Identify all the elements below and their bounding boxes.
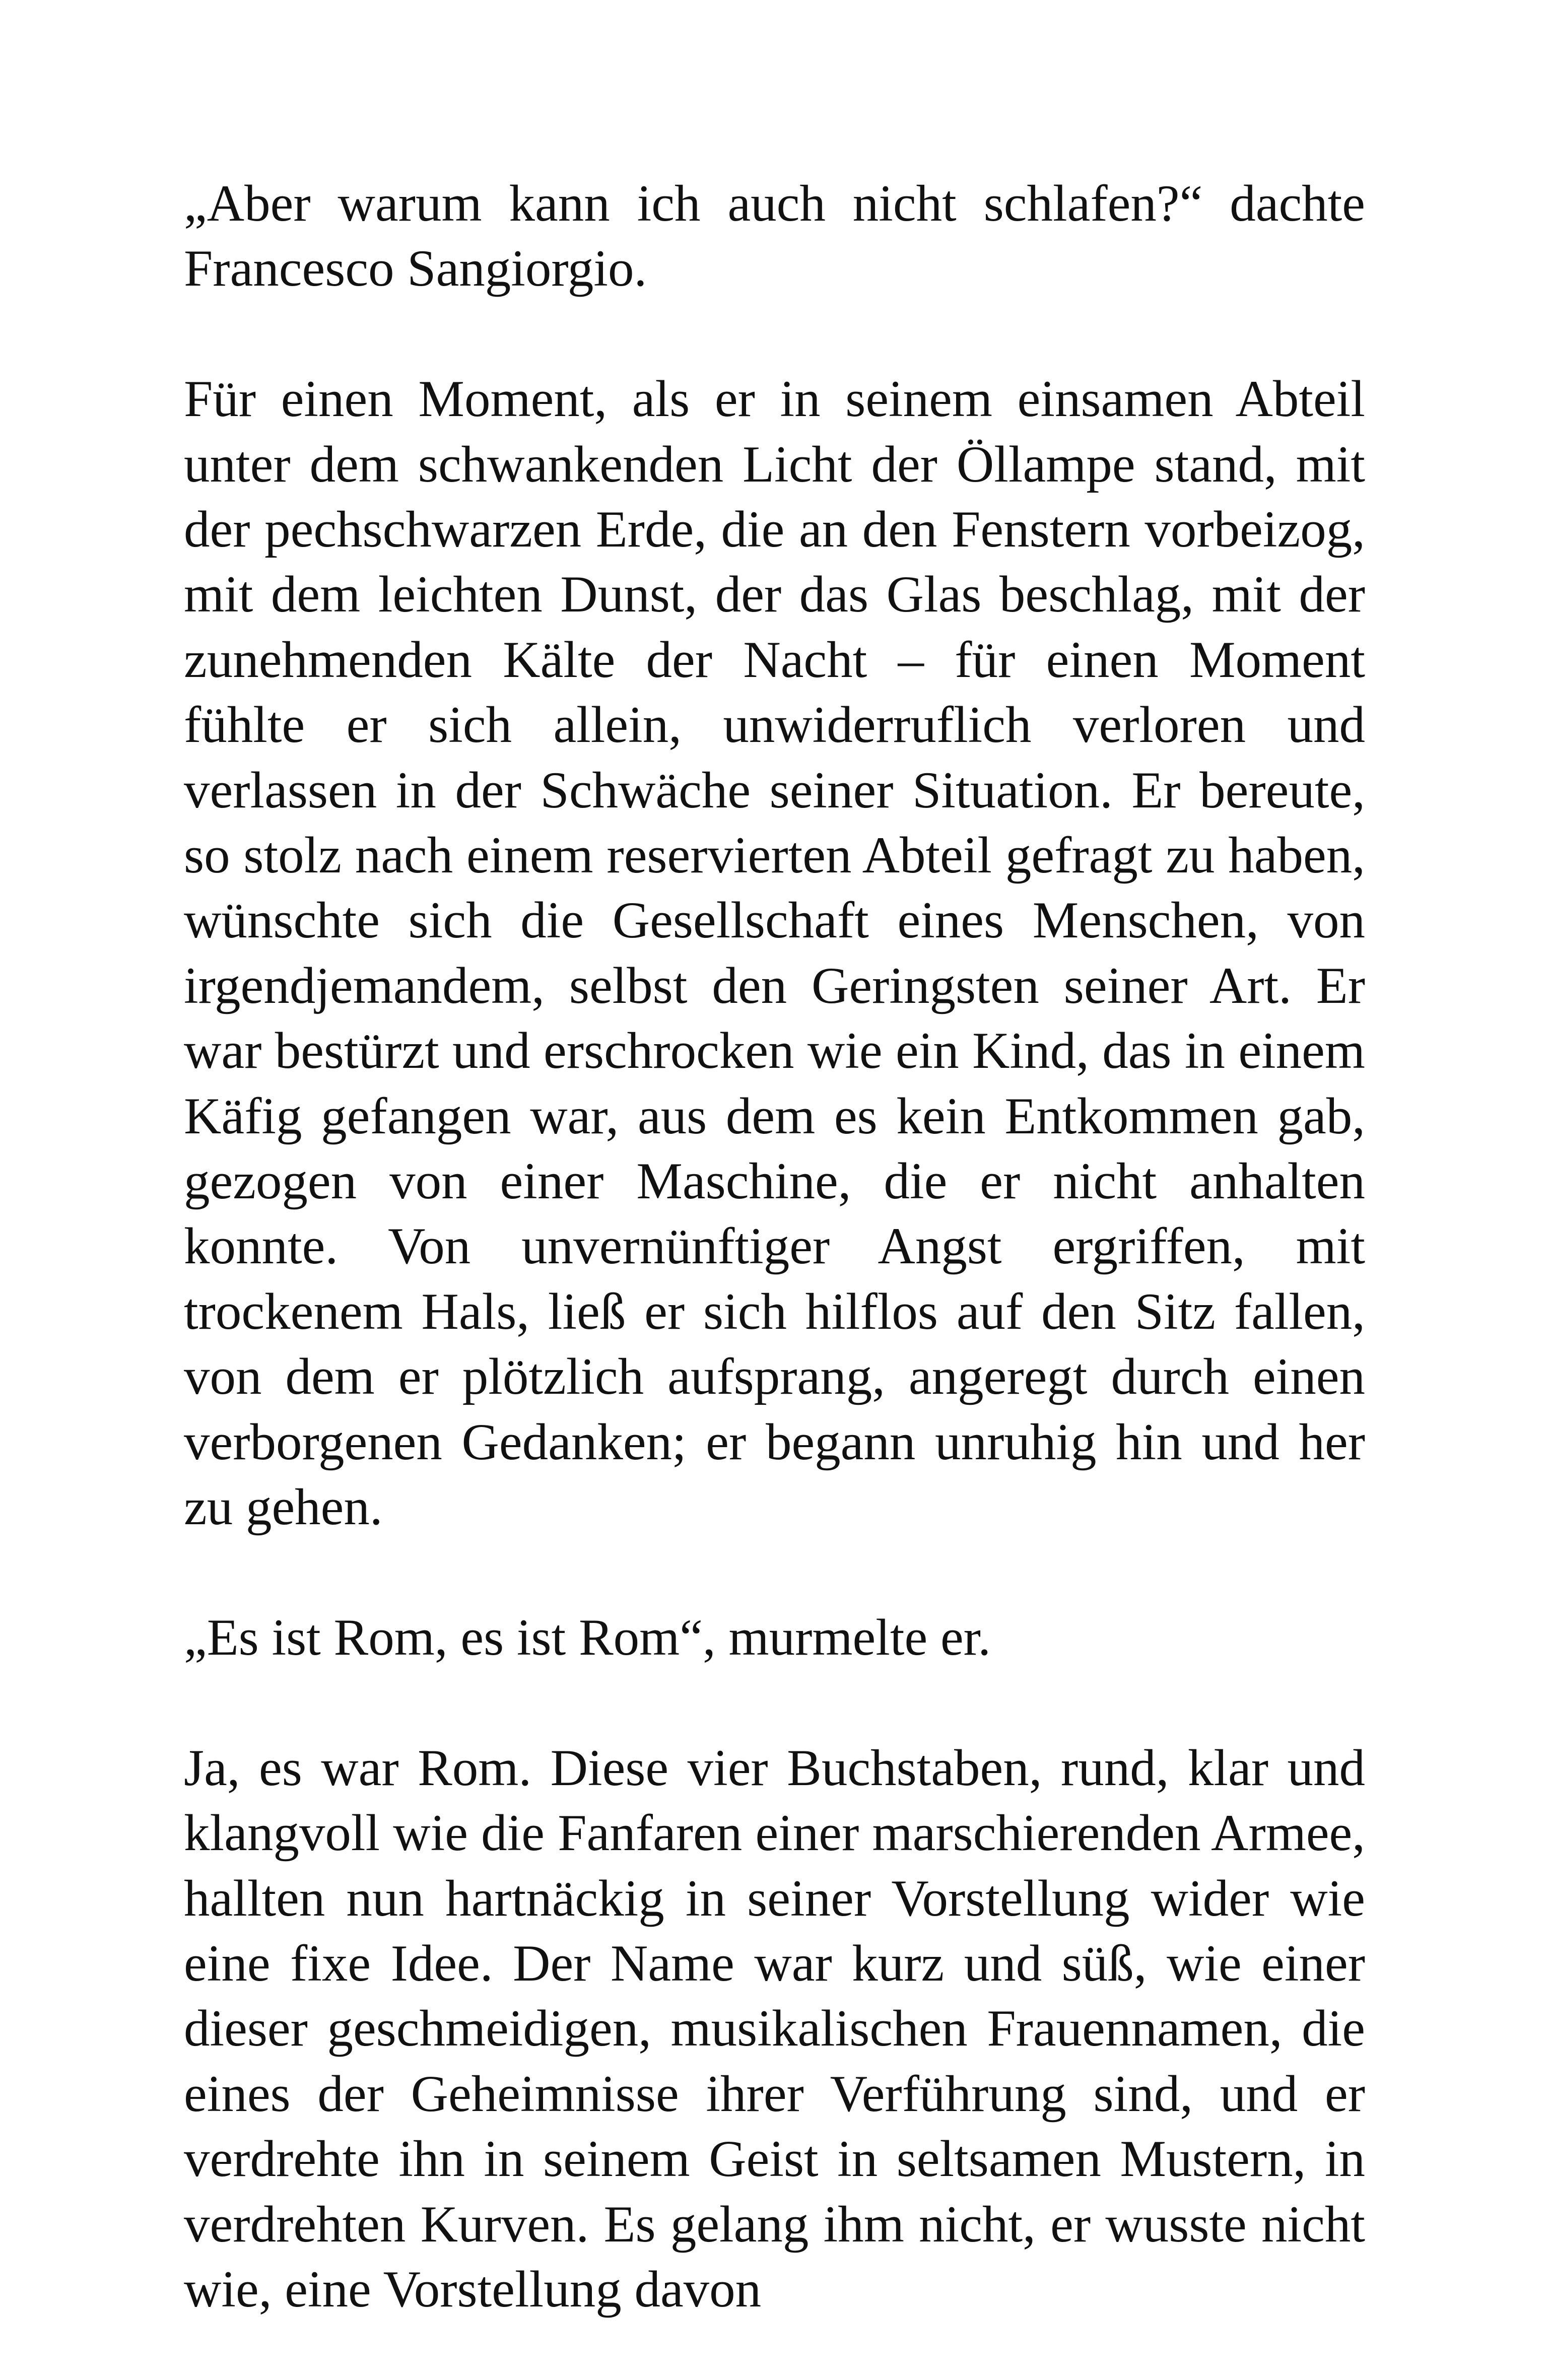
paragraph-3: „Es ist Rom, es ist Rom“, murmelte er.: [184, 1608, 991, 1666]
paragraph-2: Für einen Moment, als er in seinem einsamen Abteil unter dem schwankenden Licht der Öllampe stand, mit der pechschwarzen Erde, die an den Fenstern vorbeizog, mit dem leichten Dunst, der das Glas beschlag, mit der zunehmenden Kälte der Nacht – für einen Moment fühlte er sich allein, unwiderruflich verloren und verlassen in der Schwäche seiner Situation. Er bereute, so stolz nach einem reservierten Abteil gefragt zu haben, wünschte sich die Gesellschaft eines Menschen, von irgendjemandem, selbst den Geringsten seiner Art. Er war bestürzt und erschrocken wie ein Kind, das in einem Käfig gefangen war, aus dem es kein Entkommen gab, gezogen von einer Maschine, die er nicht anhalten konnte. Von unvernünftiger Angst ergriffen, mit trockenem Hals, ließ er sich hilflos auf den Sitz fallen, von dem er plötzlich aufsprang, angeregt durch einen verborgenen Gedanken; er begann unruhig hin und her zu gehen.: [184, 370, 1365, 1536]
paragraph-4: Ja, es war Rom. Diese vier Buchstaben, rund, klar und klangvoll wie die Fanfaren einer marschierenden Armee, hallten nun hartnäckig in seiner Vorstellung wider wie eine fixe Idee. Der Name war kurz und süß, wie einer dieser geschmeidigen, musikalischen Frauennamen, die eines der Geheimnisse ihrer Verführung sind, und er verdrehte ihn in seinem Geist in seltsamen Mustern, in verdrehten Kurven. Es gelang ihm nicht, er wusste nicht wie, eine Vorstellung davon: [184, 1739, 1365, 2318]
paragraph-1: „Aber warum kann ich auch nicht schlafen?“ dachte Francesco Sangiorgio.: [184, 175, 1365, 298]
book-page: [184, 171, 1365, 2322]
